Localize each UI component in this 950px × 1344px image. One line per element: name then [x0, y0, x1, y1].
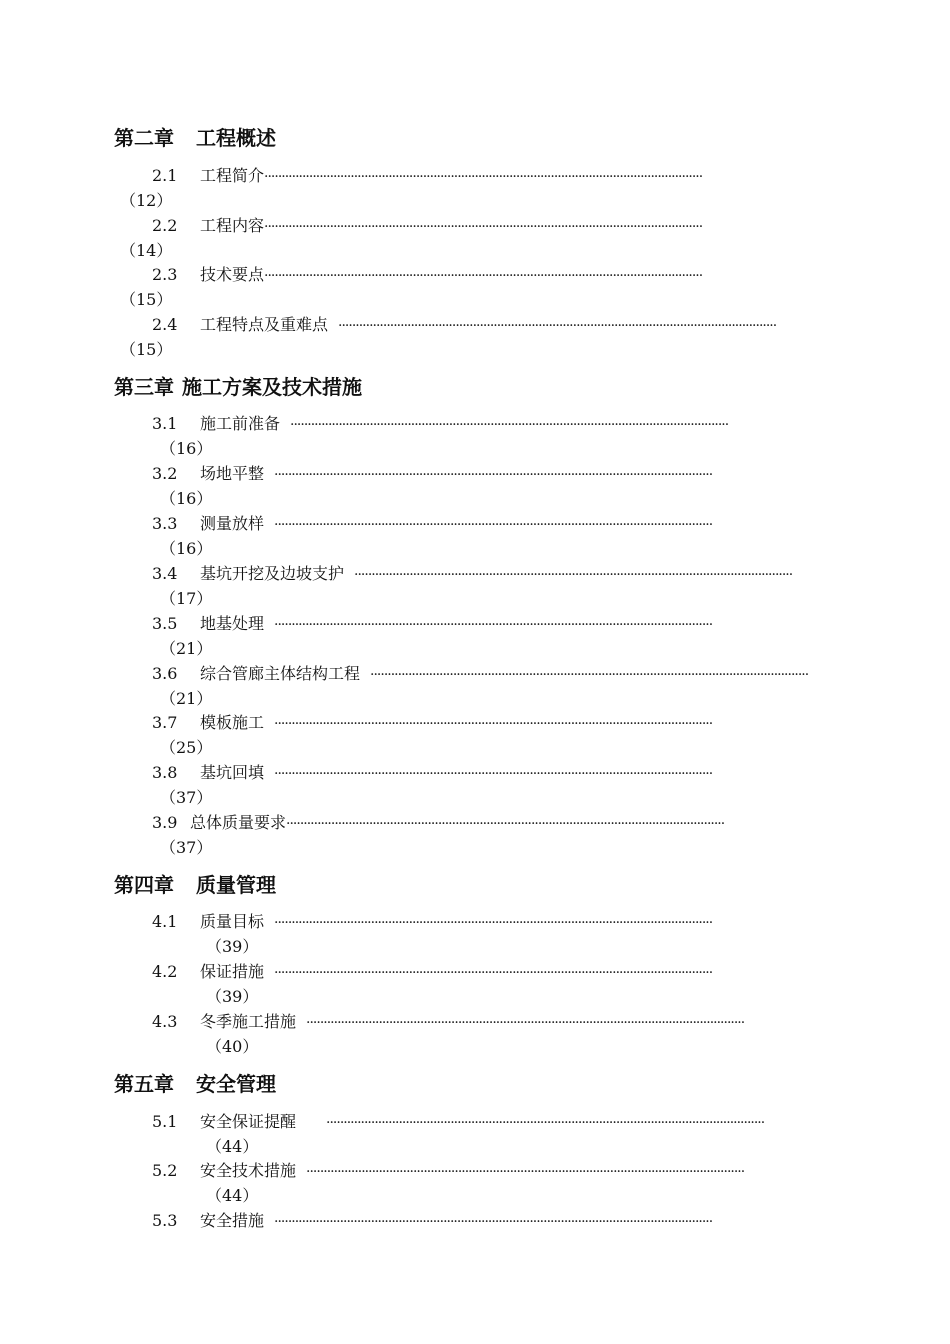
entry-number: 3.9 [152, 813, 178, 832]
entry-page: （16） [160, 539, 213, 558]
entry-title: 总体质量要求 [190, 813, 287, 832]
entry-title: 技术要点 [200, 265, 265, 284]
entry-page: （39） [206, 987, 259, 1006]
dot-leader: ······························································································································· [264, 268, 703, 284]
dot-leader: ······························································································································· [264, 219, 703, 235]
entry-title: 安全技术措施 [200, 1161, 297, 1180]
chapter-4-heading [114, 873, 276, 897]
chapter-number: 第五章 [114, 1072, 174, 1096]
entry-number: 2.4 [152, 315, 178, 334]
entry-page: （37） [160, 788, 213, 807]
entry-number: 3.6 [152, 664, 178, 683]
entry-page: （44） [206, 1186, 259, 1205]
entry-page: （44） [206, 1137, 259, 1156]
dot-leader: ······························································································································· [274, 467, 713, 483]
entry-title: 场地平整 [200, 464, 265, 483]
entry-title: 基坑开挖及边坡支护 [200, 564, 345, 583]
entry-number: 3.1 [152, 414, 178, 433]
entry-number: 3.3 [152, 514, 178, 533]
dot-leader: ······························································································································· [306, 1164, 745, 1180]
entry-number: 4.1 [152, 912, 178, 931]
entry-number: 2.3 [152, 265, 178, 284]
dot-leader: ······························································································································· [274, 517, 713, 533]
entry-number: 3.4 [152, 564, 178, 583]
entry-title: 基坑回填 [200, 763, 265, 782]
chapter-title: 安全管理 [196, 1072, 276, 1096]
entry-number: 4.2 [152, 962, 178, 981]
dot-leader: ······························································································································· [306, 1015, 745, 1031]
entry-number: 3.5 [152, 614, 178, 633]
entry-title: 地基处理 [200, 614, 265, 633]
entry-page: （15） [120, 290, 173, 309]
dot-leader: ······························································································································· [354, 567, 793, 583]
entry-page: （37） [160, 838, 213, 857]
chapter-title: 施工方案及技术措施 [182, 375, 362, 399]
chapter-number: 第四章 [114, 873, 174, 897]
chapter-number: 第三章 [114, 375, 174, 399]
dot-leader: ······························································································································· [264, 169, 703, 185]
entry-title: 模板施工 [200, 713, 265, 732]
entry-number: 5.3 [152, 1211, 178, 1230]
dot-leader: ······························································································································· [274, 1214, 713, 1230]
entry-number: 5.2 [152, 1161, 178, 1180]
entry-title: 工程特点及重难点 [200, 315, 329, 334]
entry-title: 工程简介 [200, 166, 265, 185]
dot-leader: ······························································································································· [274, 766, 713, 782]
entry-page: （25） [160, 738, 213, 757]
entry-title: 安全保证提醒 [200, 1112, 297, 1131]
entry-page: （21） [160, 639, 213, 658]
entry-number: 2.1 [152, 166, 178, 185]
entry-page: （14） [120, 241, 173, 260]
entry-title: 冬季施工措施 [200, 1012, 297, 1031]
entry-number: 3.8 [152, 763, 178, 782]
entry-number: 3.7 [152, 713, 178, 732]
entry-number: 5.1 [152, 1112, 178, 1131]
entry-title: 保证措施 [200, 962, 265, 981]
entry-page: （40） [206, 1037, 259, 1056]
entry-title: 质量目标 [200, 912, 265, 931]
entry-number: 4.3 [152, 1012, 178, 1031]
dot-leader: ······························································································································· [286, 816, 725, 832]
entry-page: （15） [120, 340, 173, 359]
entry-title: 工程内容 [200, 216, 265, 235]
chapter-title: 工程概述 [196, 126, 276, 150]
dot-leader: ······························································································································· [290, 417, 729, 433]
dot-leader: ······························································································································· [326, 1115, 765, 1131]
entry-page: （16） [160, 489, 213, 508]
dot-leader: ······························································································································· [274, 965, 713, 981]
dot-leader: ······························································································································· [338, 318, 777, 334]
entry-page: （12） [120, 191, 173, 210]
entry-page: （39） [206, 937, 259, 956]
chapter-3-heading [114, 375, 362, 399]
dot-leader: ······························································································································· [274, 716, 713, 732]
entry-number: 2.2 [152, 216, 178, 235]
dot-leader: ······························································································································· [274, 915, 713, 931]
chapter-title: 质量管理 [196, 873, 276, 897]
entry-page: （17） [160, 589, 213, 608]
entry-title: 综合管廊主体结构工程 [200, 664, 361, 683]
entry-title: 安全措施 [200, 1211, 265, 1230]
entry-title: 测量放样 [200, 514, 265, 533]
entry-number: 3.2 [152, 464, 178, 483]
chapter-5-heading [114, 1072, 276, 1096]
entry-page: （21） [160, 689, 213, 708]
entry-title: 施工前准备 [200, 414, 281, 433]
chapter-number: 第二章 [114, 126, 174, 150]
chapter-2-heading [114, 126, 276, 150]
dot-leader: ······························································································································· [370, 667, 809, 683]
dot-leader: ······························································································································· [274, 617, 713, 633]
entry-page: （16） [160, 439, 213, 458]
